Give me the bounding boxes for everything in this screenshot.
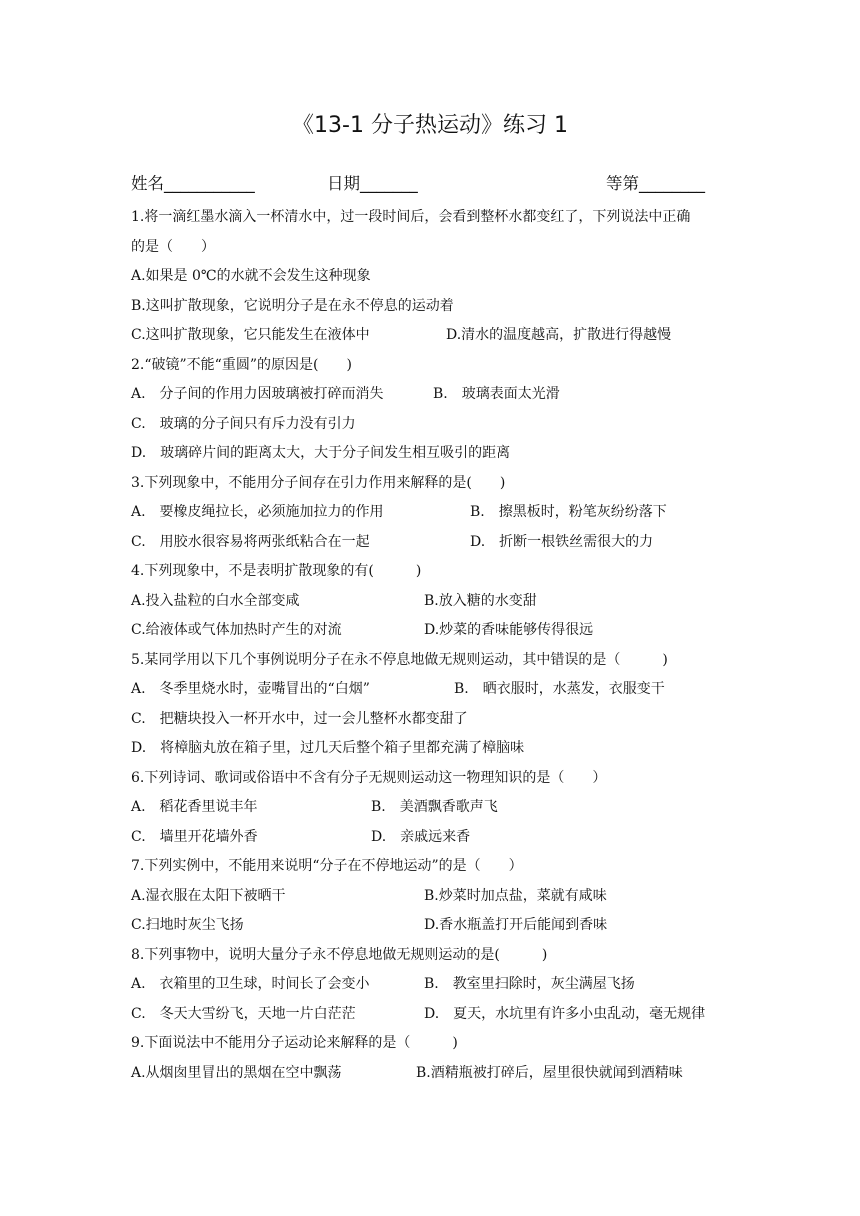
question-3-stem: 3.下列现象中，不能用分子间存在引力作用来解释的是( ): [131, 475, 506, 491]
question-1-option-c: C.这叫扩散现象，它只能发生在液体中: [131, 327, 370, 343]
name-field-label: 姓名___________: [131, 174, 255, 193]
question-8-option-a: A. 衣箱里的卫生球，时间长了会变小: [131, 976, 370, 992]
question-7-option-a: A.湿衣服在太阳下被晒干: [131, 888, 286, 904]
question-5-option-d: D. 将樟脑丸放在箱子里，过几天后整个箱子里都充满了樟脑味: [131, 740, 525, 756]
question-9-option-b: B.酒精瓶被打碎后，屋里很快就闻到酒精味: [416, 1065, 683, 1081]
question-1-option-d: D.清水的温度越高，扩散进行得越慢: [446, 327, 672, 343]
question-2-option-b: B. 玻璃表面太光滑: [433, 386, 560, 402]
question-8-option-b: B. 教室里扫除时，灰尘满屋飞扬: [424, 976, 635, 992]
date-field-label: 日期_______: [327, 174, 418, 193]
question-6-option-c: C. 墙里开花墙外香: [131, 829, 258, 845]
question-4-option-a: A.投入盐粒的白水全部变咸: [131, 593, 300, 609]
question-3-option-d: D. 折断一根铁丝需很大的力: [470, 534, 654, 550]
question-2-stem: 2.“破镜”不能“重圆”的原因是( ): [131, 357, 352, 373]
question-1-option-a: A.如果是 0℃的水就不会发生这种现象: [131, 268, 371, 284]
question-2-option-c: C. 玻璃的分子间只有斥力没有引力: [131, 416, 356, 432]
question-7-stem: 7.下列实例中，不能用来说明“分子在不停地运动”的是（ ）: [131, 858, 523, 874]
question-6-option-a: A. 稻花香里说丰年: [131, 799, 258, 815]
question-6-stem: 6.下列诗词、歌词或俗语中不含有分子无规则运动这一物理知识的是（ ）: [131, 770, 607, 786]
question-3-option-a: A. 要橡皮绳拉长，必须施加拉力的作用: [131, 504, 384, 520]
question-2-option-a: A. 分子间的作用力因玻璃被打碎而消失: [131, 386, 384, 402]
question-5-stem: 5.某同学用以下几个事例说明分子在永不停息地做无规则运动，其中错误的是（ ): [131, 652, 668, 668]
question-6-option-b: B. 美酒飘香歌声飞: [371, 799, 498, 815]
question-1-stem: 1.将一滴红墨水滴入一杯清水中，过一段时间后，会看到整杯水都变红了，下列说法中正确: [131, 209, 691, 225]
question-1-option-b: B.这叫扩散现象，它说明分子是在永不停息的运动着: [131, 298, 454, 314]
question-8-option-c: C. 冬天大雪纷飞，天地一片白茫茫: [131, 1006, 356, 1022]
question-4-option-c: C.给液体或气体加热时产生的对流: [131, 622, 342, 638]
question-4-option-b: B.放入糖的水变甜: [424, 593, 537, 609]
question-4-stem: 4.下列现象中，不是表明扩散现象的有( ): [131, 563, 422, 579]
question-7-option-b: B.炒菜时加点盐，菜就有咸味: [424, 888, 607, 904]
question-8-option-d: D. 夏天，水坑里有许多小虫乱动，毫无规律: [424, 1006, 706, 1022]
question-3-option-b: B. 擦黑板时，粉笔灰纷纷落下: [470, 504, 667, 520]
question-8-stem: 8.下列事物中，说明大量分子永不停息地做无规则运动的是( ): [131, 947, 548, 963]
question-7-option-d: D.香水瓶盖打开后能闻到香味: [424, 917, 608, 933]
question-2-option-d: D. 玻璃碎片间的距离太大，大于分子间发生相互吸引的距离: [131, 445, 511, 461]
page-title: 《13-1 分子热运动》练习 1: [292, 113, 568, 138]
question-5-option-c: C. 把糖块投入一杯开水中，过一会儿整杯水都变甜了: [131, 711, 468, 727]
question-5-option-b: B. 晒衣服时，水蒸发，衣服变干: [454, 681, 665, 697]
question-4-option-d: D.炒菜的香味能够传得很远: [424, 622, 594, 638]
question-9-option-a: A.从烟囱里冒出的黑烟在空中飘荡: [131, 1065, 342, 1081]
grade-field-label: 等第________: [606, 174, 705, 193]
question-6-option-d: D. 亲戚远来香: [371, 829, 471, 845]
question-5-option-a: A. 冬季里烧水时，壶嘴冒出的“白烟”: [131, 681, 370, 697]
question-3-option-c: C. 用胶水很容易将两张纸粘合在一起: [131, 534, 370, 550]
question-1-stem-cont: 的是（ ）: [131, 239, 215, 255]
question-7-option-c: C.扫地时灰尘飞扬: [131, 917, 244, 933]
question-9-stem: 9.下面说法中不能用分子运动论来解释的是（ ): [131, 1035, 458, 1051]
